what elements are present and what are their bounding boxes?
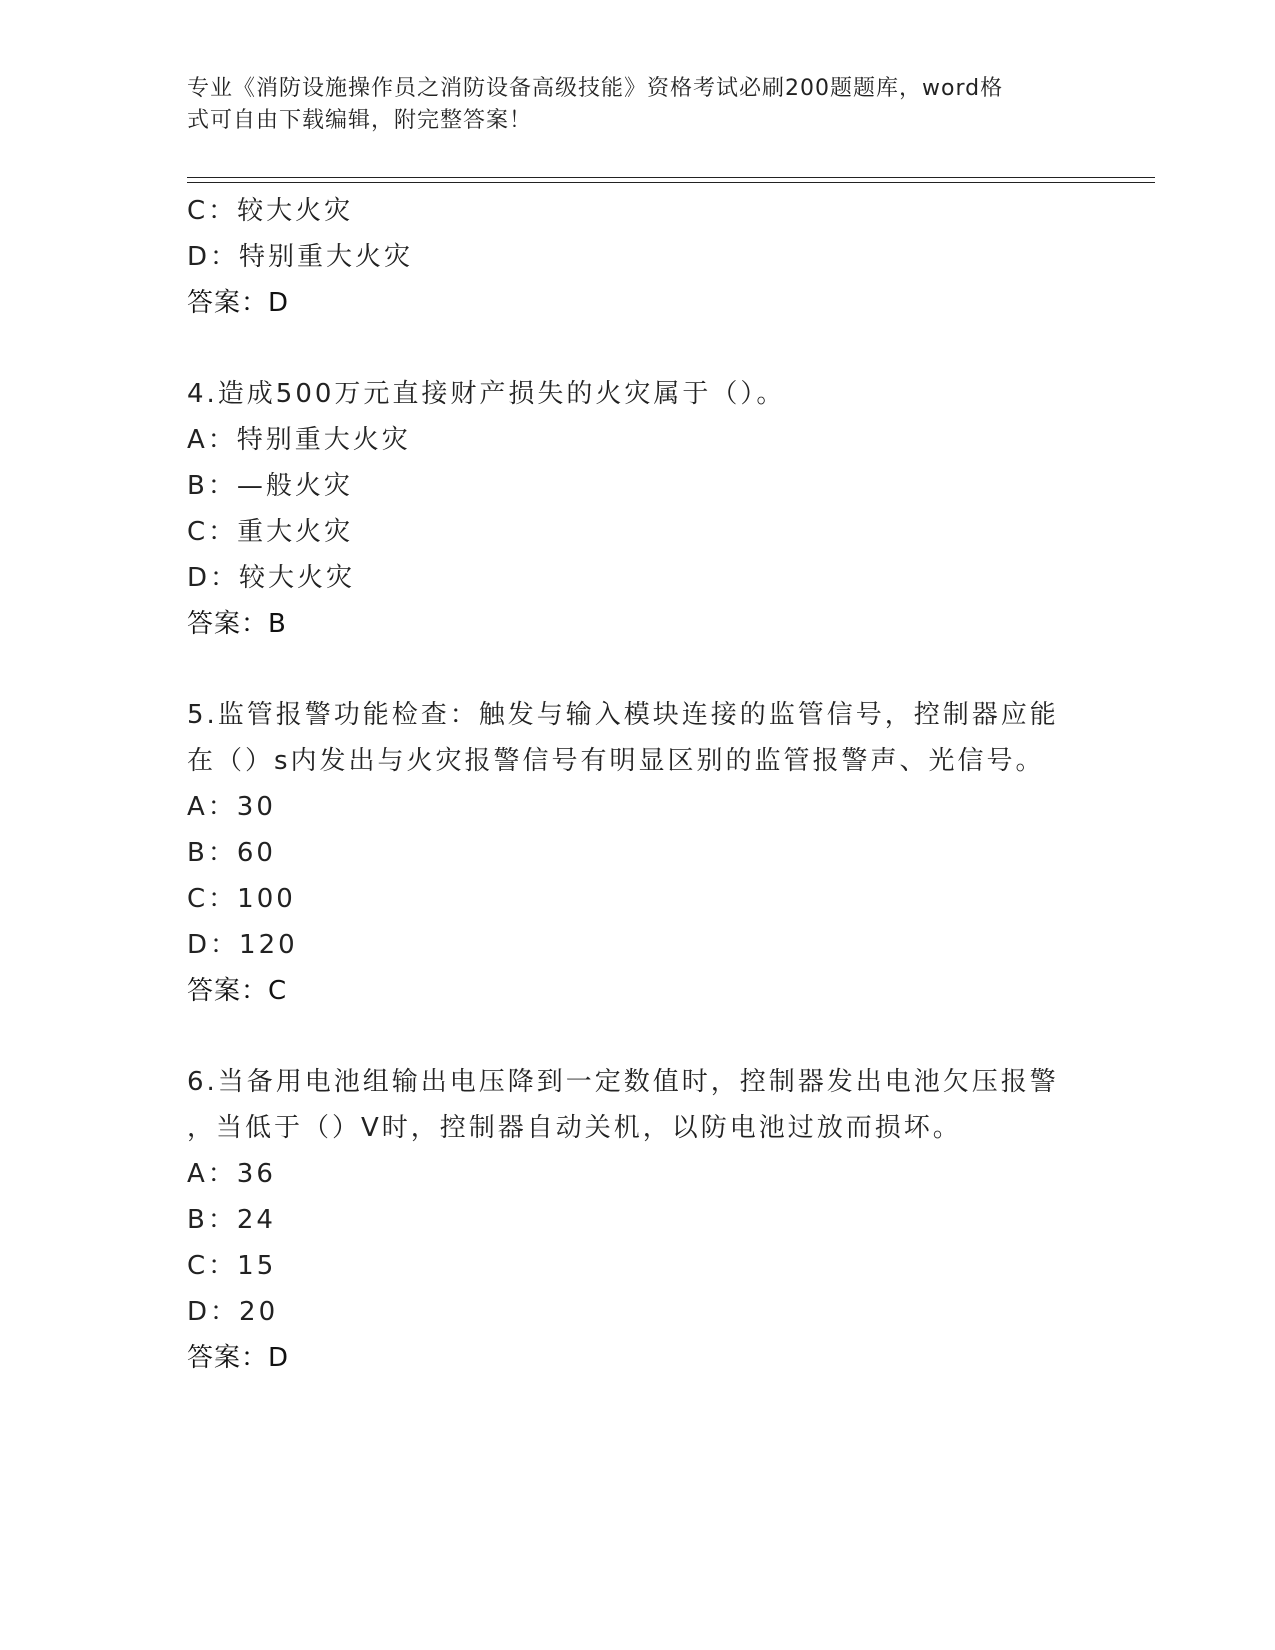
option-c: C：重大火灾 — [187, 517, 354, 547]
option-a: A：特别重大火灾 — [187, 425, 411, 455]
header-divider-bottom — [187, 182, 1155, 183]
question-stem-line-1: 5.监管报警功能检查：触发与输入模块连接的监管信号，控制器应能 — [187, 700, 1059, 730]
option-a: A：36 — [187, 1159, 276, 1189]
answer: 答案：D — [187, 288, 290, 318]
header-line-1: 专业《消防设施操作员之消防设备高级技能》资格考试必刷200题题库，word格 — [187, 76, 1004, 101]
question-stem: 4.造成500万元直接财产损失的火灾属于（）。 — [187, 379, 786, 409]
question-block-5 — [187, 692, 1087, 1014]
question-list — [187, 188, 1087, 1381]
option-b: B：60 — [187, 838, 276, 868]
answer: 答案：D — [187, 1343, 290, 1373]
option-c: C：100 — [187, 884, 296, 914]
spacer — [187, 647, 1087, 692]
document-header — [187, 73, 1067, 137]
question-block-6 — [187, 1059, 1087, 1381]
option-d: D：120 — [187, 930, 298, 960]
spacer — [187, 1014, 1087, 1059]
option-b: B：24 — [187, 1205, 276, 1235]
option-b: B：—般火灾 — [187, 471, 353, 501]
option-d: D：特别重大火灾 — [187, 242, 414, 272]
question-block-partial — [187, 188, 1087, 326]
spacer — [187, 326, 1087, 371]
question-stem-line-2: 在（）s内发出与火灾报警信号有明显区别的监管报警声、光信号。 — [187, 746, 1045, 776]
option-c: C：较大火灾 — [187, 196, 354, 226]
answer: 答案：C — [187, 976, 288, 1006]
answer: 答案：B — [187, 609, 287, 639]
question-block-4 — [187, 371, 1087, 647]
header-divider-top — [187, 177, 1155, 178]
option-d: D：20 — [187, 1297, 279, 1327]
option-a: A：30 — [187, 792, 276, 822]
header-line-2: 式可自由下载编辑，附完整答案！ — [187, 108, 533, 133]
option-c: C：15 — [187, 1251, 277, 1281]
option-d: D：较大火灾 — [187, 563, 356, 593]
question-stem-line-2: ，当低于（）V时，控制器自动关机，以防电池过放而损坏。 — [187, 1113, 962, 1143]
question-stem-line-1: 6.当备用电池组输出电压降到一定数值时，控制器发出电池欠压报警 — [187, 1067, 1059, 1097]
